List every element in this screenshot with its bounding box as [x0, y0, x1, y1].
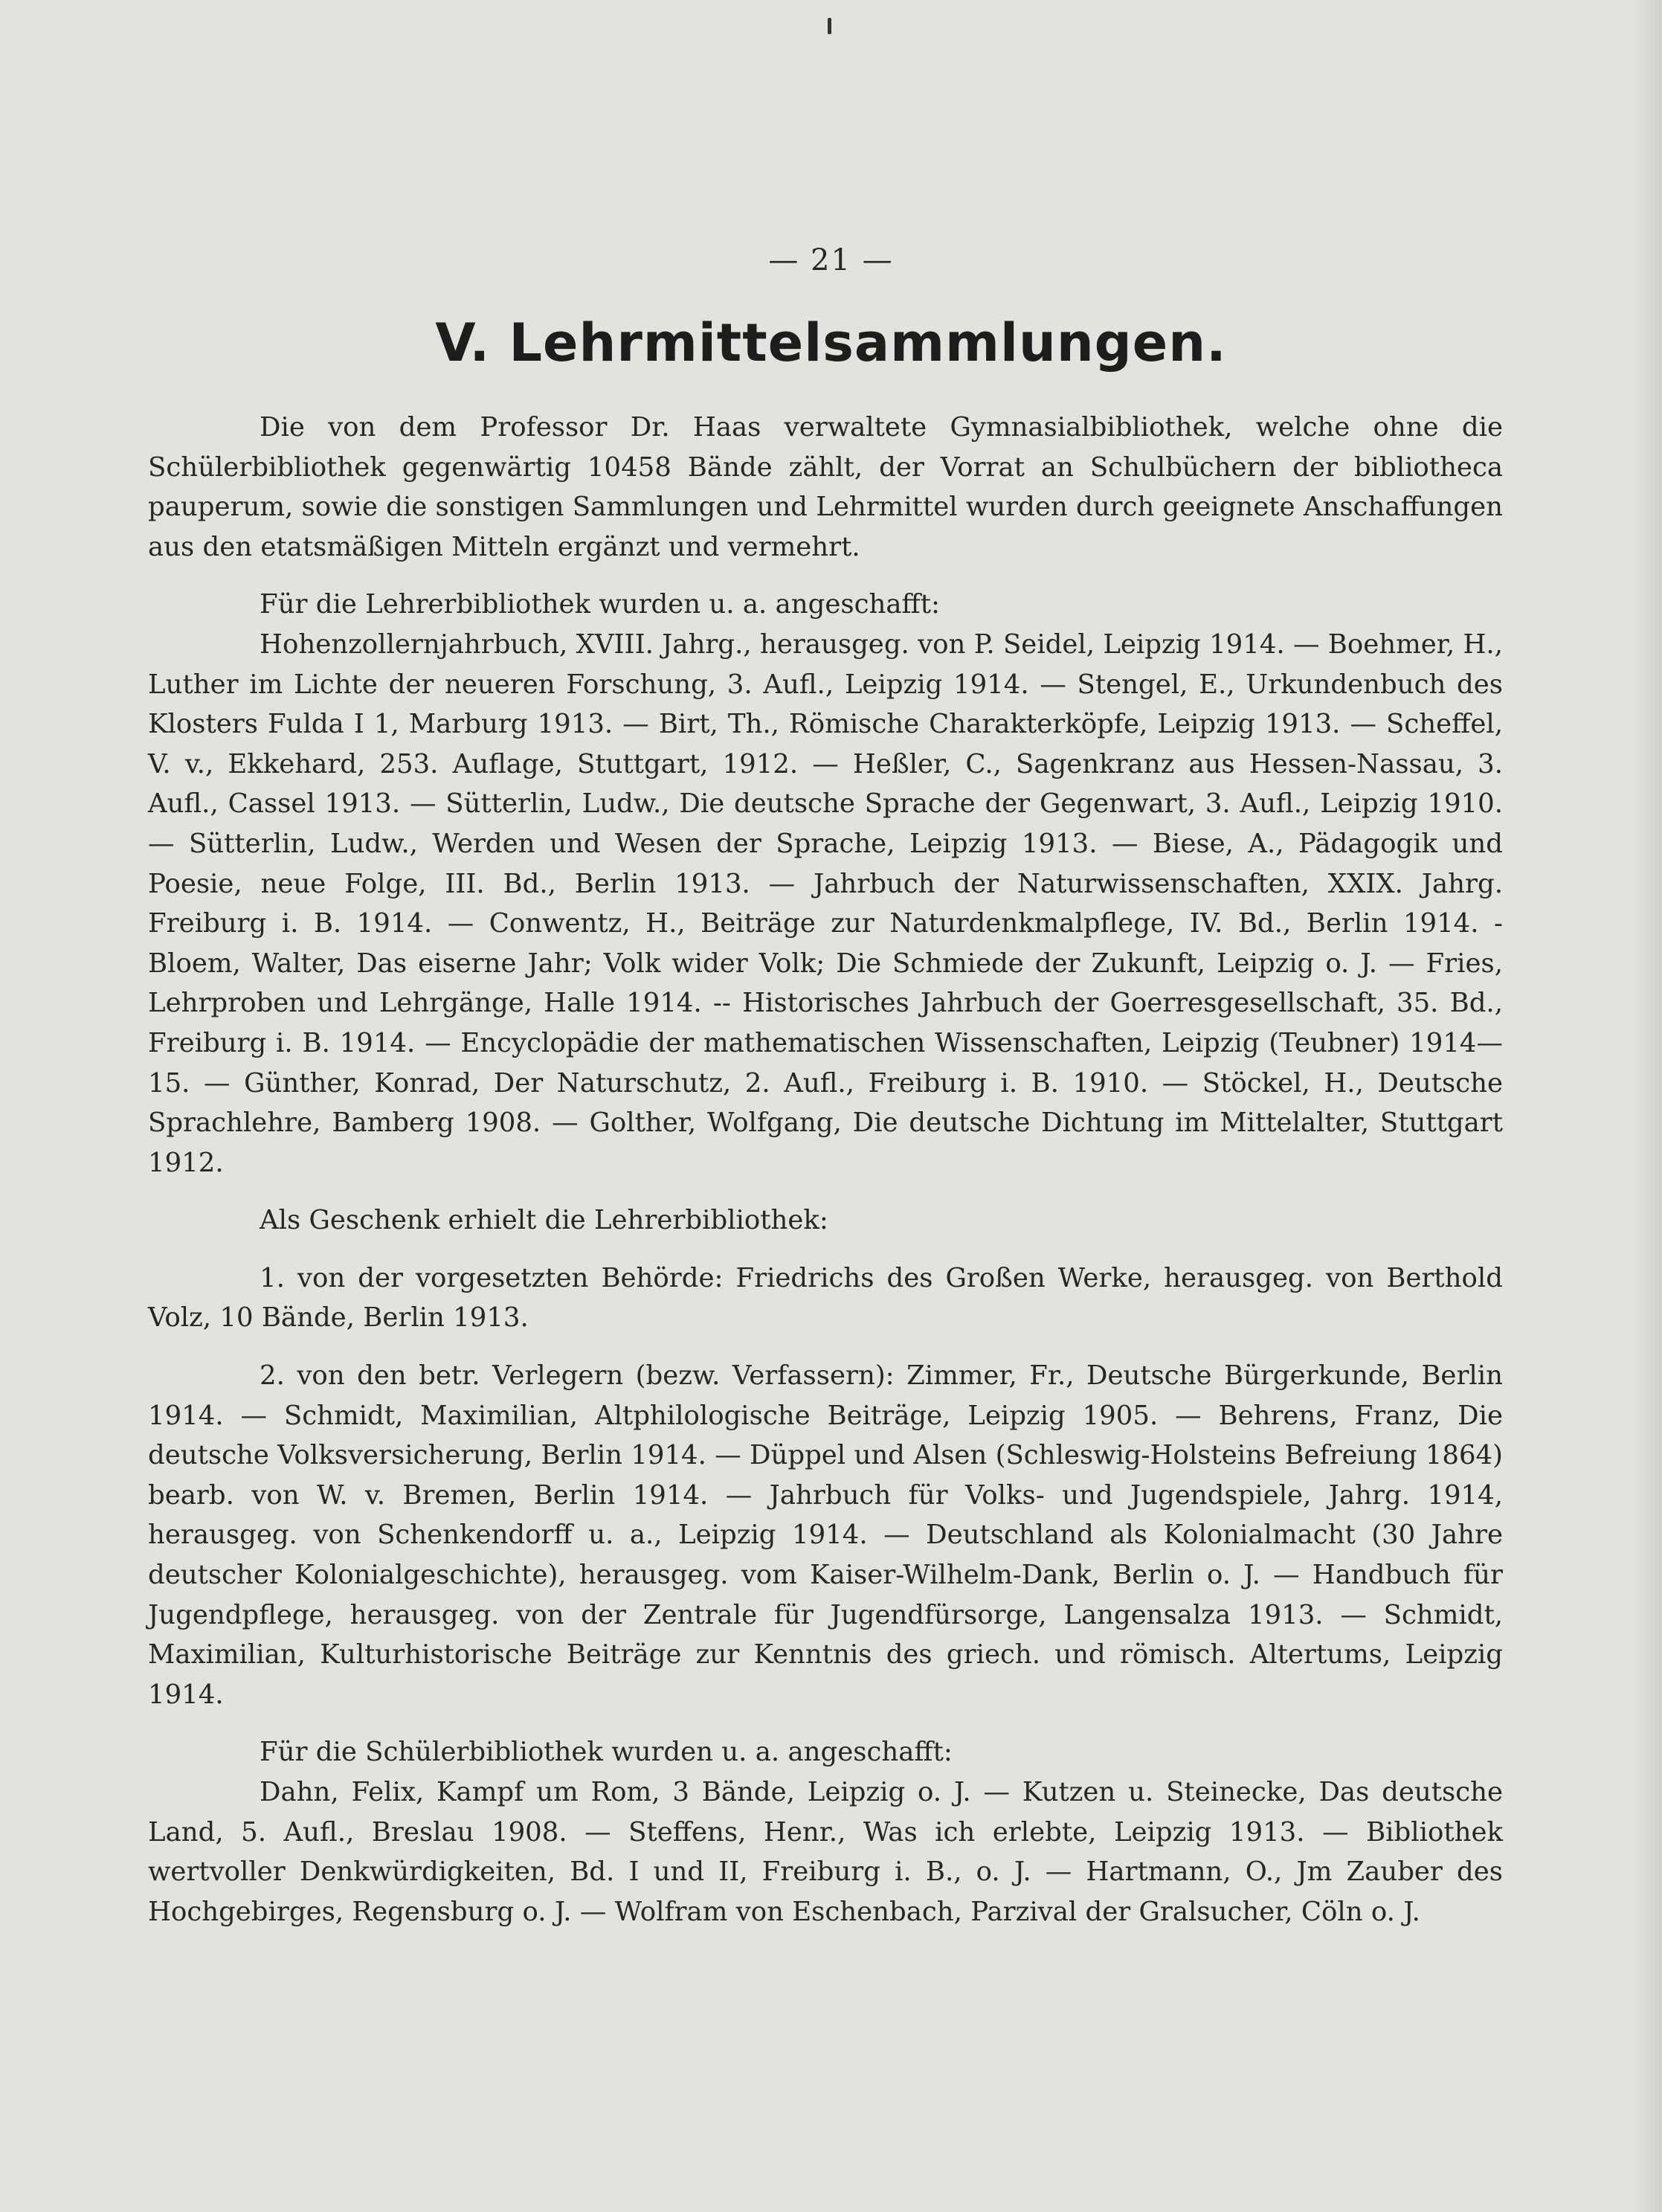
page-number: — 21 —: [768, 243, 894, 277]
paragraph-geschenk-heading: Als Geschenk erhielt die Lehrerbibliothek:: [260, 1205, 828, 1236]
paragraph-geschenk-2: 2. von den betr. Verlegern (bezw. Verfassern): Zimmer, Fr., Deutsche Bürgerkunde, Berlin 1914. — Schmidt, Maximilian, Altphilologische Beiträge, Leipzig 1905. — Behrens, Franz, Die deutsche Volksversicherung, Berlin 1914. — Düppel und Alsen (Schleswig-Holsteins Befreiung 1864) bearb. von W. v. Bremen, Berlin 1914. — Jahrbuch für Volks- und Jugendspiele, Jahrg. 1914, herausgeg. von Schenkendorff u. a., Leipzig 1914. — Deutschland als Kolonialmacht (30 Jahre deutscher Kolonialgeschichte), herausgeg. vom Kaiser-Wilhelm-Dank, Berlin o. J. — Handbuch für Jugendpflege, herausgeg. von der Zentrale für Jugendfürsorge, Langensalza 1913. — Schmidt, Maximilian, Kulturhistorische Beiträge zur Kenntnis des griech. und römisch. Altertums, Leipzig 1914.: [148, 1360, 1503, 1710]
scan-speck: [828, 18, 831, 34]
section-heading: V. Lehrmittelsammlungen.: [435, 312, 1227, 373]
paragraph-geschenk-1: 1. von der vorgesetzten Behörde: Friedrichs des Großen Werke, herausgeg. von Berthold Volz, 10 Bände, Berlin 1913.: [148, 1262, 1503, 1334]
paragraph-schueler-list: Dahn, Felix, Kampf um Rom, 3 Bände, Leipzig o. J. — Kutzen u. Steinecke, Das deutsche Land, 5. Aufl., Breslau 1908. — Steffens, Henr., Was ich erlebte, Leipzig 1913. — Bibliothek wertvoller Denkwürdigkeiten, Bd. I und II, Freiburg i. B., o. J. — Hartmann, O., Jm Zauber des Hochgebirges, Regensburg o. J. — Wolfram von Eschenbach, Parzival der Gralsucher, Cöln o. J.: [148, 1777, 1503, 1927]
paragraph-schueler-heading: Für die Schülerbibliothek wurden u. a. angeschafft:: [260, 1737, 953, 1768]
paragraph-lehrer-heading: Für die Lehrerbibliothek wurden u. a. angeschafft:: [260, 589, 940, 620]
paragraph-lehrer-list: Hohenzollernjahrbuch, XVIII. Jahrg., herausgeg. von P. Seidel, Leipzig 1914. — Boehmer, H., Luther im Lichte der neueren Forschung, 3. Aufl., Leipzig 1914. — Stengel, E., Urkundenbuch des Klosters Fulda I 1, Marburg 1913. — Birt, Th., Römische Charakterköpfe, Leipzig 1913. — Scheffel, V. v., Ekkehard, 253. Auflage, Stuttgart, 1912. — Heßler, C., Sagenkranz aus Hessen-Nassau, 3. Aufl., Cassel 1913. — Sütterlin, Ludw., Die deutsche Sprache der Gegenwart, 3. Aufl., Leipzig 1910. — Sütterlin, Ludw., Werden und Wesen der Sprache, Leipzig 1913. — Biese, A., Pädagogik und Poesie, neue Folge, III. Bd., Berlin 1913. — Jahrbuch der Naturwissenschaften, XXIX. Jahrg. Freiburg i. B. 1914. — Conwentz, H., Beiträge zur Naturdenkmalpflege, IV. Bd., Berlin 1914. - Bloem, Walter, Das eiserne Jahr; Volk wider Volk; Die Schmiede der Zukunft, Leipzig o. J. — Fries, Lehrproben und Lehrgänge, Halle 1914. -- Historisches Jahrbuch der Goerresgesellschaft, 35. Bd., Freiburg i. B. 1914. — Encyclopädie der mathematischen Wissenschaften, Leipzig (Teubner) 1914—15. — Günther, Konrad, Der Naturschutz, 2. Aufl., Freiburg i. B. 1910. — Stöckel, H., Deutsche Sprachlehre, Bamberg 1908. — Golther, Wolfgang, Die deutsche Dichtung im Mittelalter, Stuttgart 1912.: [148, 628, 1503, 1178]
document-body: [148, 408, 1503, 1932]
paragraph-intro: Die von dem Professor Dr. Haas verwaltete Gymnasialbibliothek, welche ohne die Schülerbibliothek gegenwärtig 10458 Bände zählt, der Vorrat an Schulbüchern der bibliotheca pauperum, sowie die sonstigen Sammlungen und Lehrmittel wurden durch geeignete Anschaffungen aus den etatsmäßigen Mitteln ergänzt und vermehrt.: [148, 412, 1503, 562]
